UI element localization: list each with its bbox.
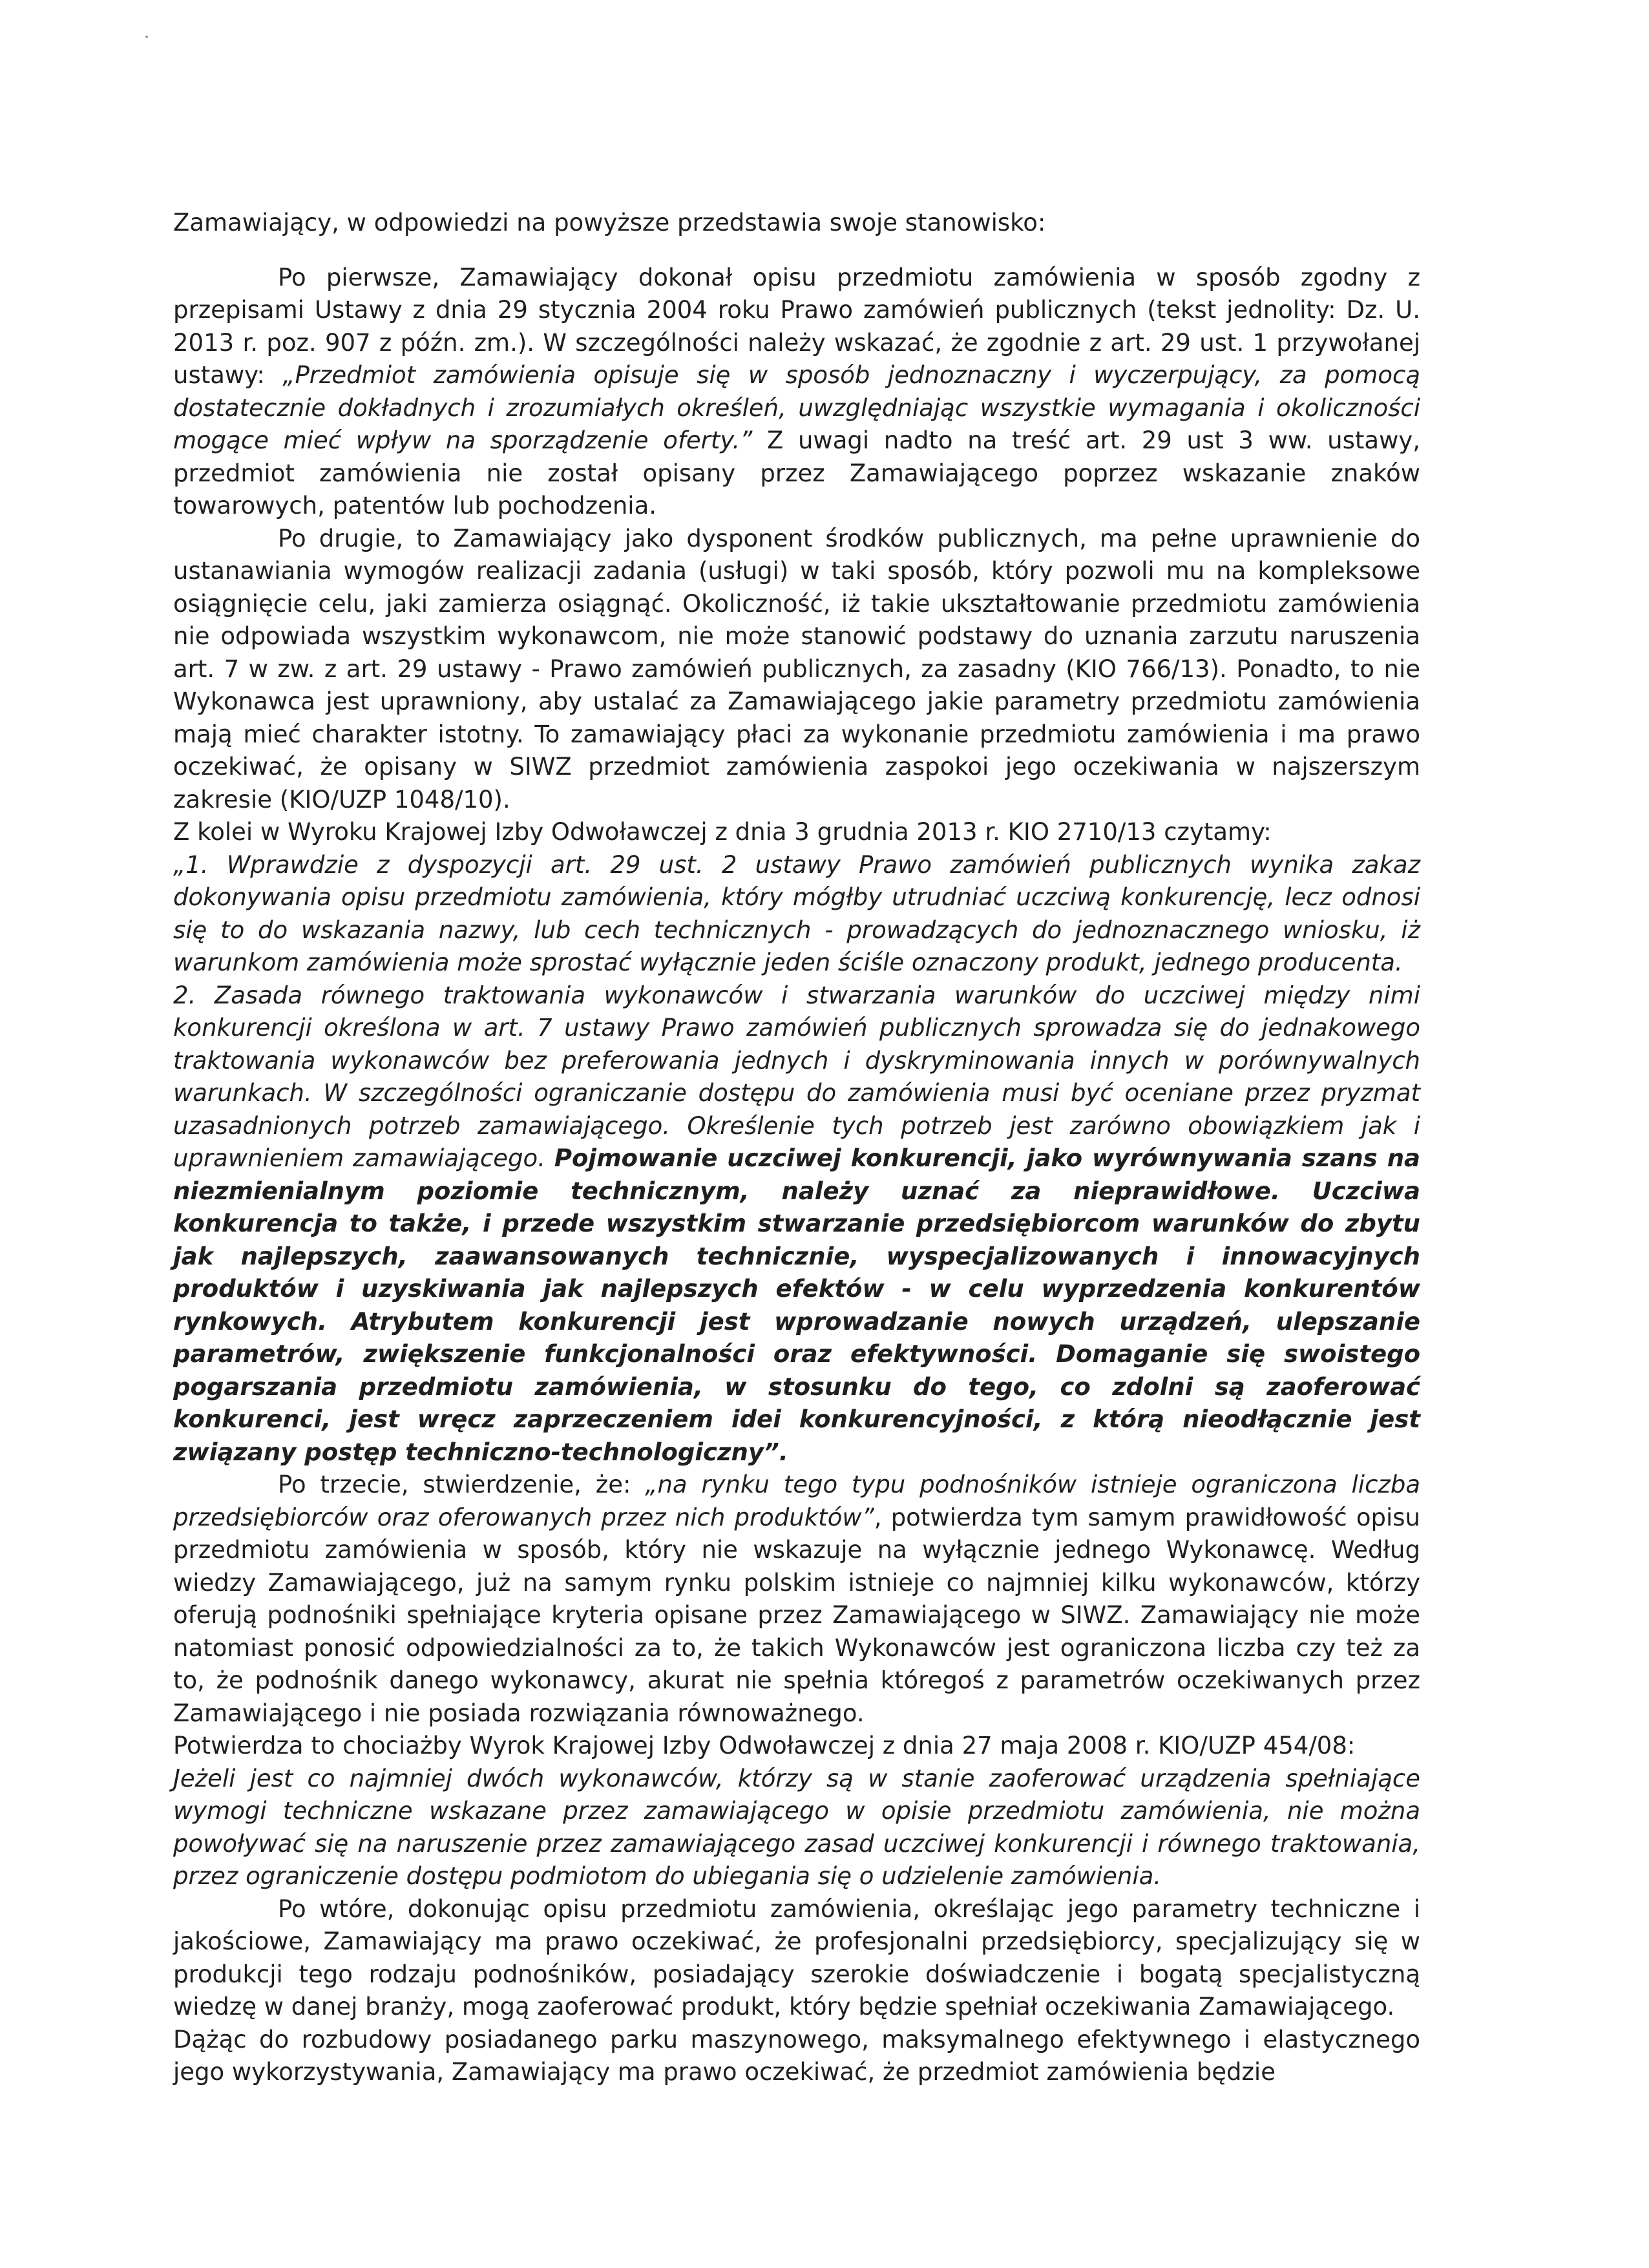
paragraph-fourth: Po wtóre, dokonując opisu przedmiotu zamówienia, określając jego parametry techniczne i jakościowe, Zamawiający ma prawo oczekiwać, że profesjonalni przedsiębiorcy, specjalizujący się w produkcji tego rodzaju podnośników, posiadający szerokie doświadczenie i bogatą specjalistyczną wiedzę w danej branży, mogą zaoferować produkt, który będzie spełniał oczekiwania Zamawiającego.: [173, 1895, 1420, 2021]
paragraph-first-quote: „Przedmiot zamówienia opisuje się w sposób jednoznaczny i wyczerpujący, za pomocą dostatecznie dokładnych i zrozumiałych określeń, uwzględniając wszystkie wymagania i okoliczności mogące mieć wpływ na sporządzenie oferty.”: [173, 361, 1420, 454]
quote-point-two: [173, 980, 1420, 1469]
intro-paragraph: Zamawiający, w odpowiedzi na powyższe przedstawia swoje stanowisko:: [173, 209, 1046, 236]
paragraph-first-text-b: Z uwagi nadto na treść art. 29 ust 3 ww. ustawy, przedmiot zamówienia nie został opisany przez Zamawiającego poprzez wskazanie znaków towarowych, patentów lub pochodzenia.: [173, 426, 1420, 520]
paragraph-second: Po drugie, to Zamawiający jako dysponent środków publicznych, ma pełne uprawnienie do ustanawiania wymogów realizacji zadania (usługi) w taki sposób, który pozwoli mu na kompleksowe osiągnięcie celu, jaki zamierza osiągnąć. Okoliczność, iż takie ukształtowanie przedmiotu zamówienia nie odpowiada wszystkim wykonawcom, nie może stanowić podstawy do uznania zarzutu naruszenia art. 7 w zw. z art. 29 ustawy - Prawo zamówień publicznych, za zasadny (KIO 766/13). Ponadto, to nie Wykonawca jest uprawniony, aby ustalać za Zamawiającego jakie parametry przedmiotu zamówienia mają mieć charakter istotny. To zamawiający płaci za wykonanie przedmiotu zamówienia i ma prawo oczekiwać, że opisany w SIWZ przedmiot zamówienia zaspokoi jego oczekiwania w najszerszym zakresie (KIO/UZP 1048/10).: [173, 524, 1420, 814]
paragraph-third-text-b: , potwierdza tym samym prawidłowość opisu przedmiotu zamówienia w sposób, który nie wskazuje na wyłącznie jednego Wykonawcę. Według wiedzy Zamawiającego, już na samym rynku polskim istnieje co najmniej kilku wykonawców, którzy oferują podnośniki spełniające kryteria opisane przez Zamawiającego w SIWZ. Zamawiający nie może natomiast ponosić odpowiedzialności za to, że takich Wykonawców jest ograniczona liczba czy też za to, że podnośnik danego wykonawcy, akurat nie spełnia któregoś z parametrów oczekiwanych przez Zamawiającego i nie posiada rozwiązania równoważnego.: [173, 1503, 1420, 1727]
paragraph-third-quote: „na rynku tego typu podnośników istnieje ograniczona liczba przedsiębiorców oraz oferowanych przez nich produktów”: [173, 1471, 1420, 1531]
paragraph-first-text-a: Po pierwsze, Zamawiający dokonał opisu przedmiotu zamówienia w sposób zgodny z przepisami Ustawy z dnia 29 stycznia 2004 roku Prawo zamówień publicznych (tekst jednolity: Dz. U. 2013 r. poz. 907 z późn. zm.). W szczególności należy wskazać, że zgodnie z art. 29 ust. 1 przywołanej ustawy:: [173, 263, 1420, 389]
paragraph-kio-intro: Z kolei w Wyroku Krajowej Izby Odwoławczej z dnia 3 grudnia 2013 r. KIO 2710/13 czytamy:: [173, 818, 1272, 846]
quote-point-two-bold: Pojmowanie uczciwej konkurencji, jako wyrównywania szans na niezmienialnym poziomie technicznym, należy uznać za nieprawidłowe. Uczciwa konkurencja to także, i przede wszystkim stwarzanie przedsiębiorcom warunków do zbytu jak najlepszych, zaawansowanych technicznie, wyspecjalizowanych i innowacyjnych produktów i uzyskiwania jak najlepszych efektów - w celu wyprzedzenia konkurentów rynkowych. Atrybutem konkurencji jest wprowadzanie nowych urządzeń, ulepszanie parametrów, zwiększenie funkcjonalności oraz efektywności. Domaganie się swoistego pogarszania przedmiotu zamówienia, w stosunku do tego, co zdolni są zaoferować konkurenci, jest wręcz zaprzeczeniem idei konkurencyjności, z którą nieodłącznie jest związany postęp techniczno-technologiczny”.: [173, 1144, 1421, 1466]
quote-point-two-italic: 2. Zasada równego traktowania wykonawców i stwarzania warunków do uczciwej między nimi konkurencji określona w art. 7 ustawy Prawo zamówień publicznych sprowadza się do jednakowego traktowania wykonawców bez preferowania jednych i dyskryminowania innych w porównywalnych warunkach. W szczególności ograniczanie dostępu do zamówienia musi być oceniane przez pryzmat uzasadnionych potrzeb zamawiającego. Określenie tych potrzeb jest zarówno obowiązkiem jak i uprawnieniem zamawiającego.: [173, 981, 1420, 1172]
paragraph-fifth: Dążąc do rozbudowy posiadanego parku maszynowego, maksymalnego efektywnego i elastycznego jego wykorzystywania, Zamawiający ma prawo oczekiwać, że przedmiot zamówienia będzie: [173, 2025, 1420, 2086]
scan-speck: [145, 36, 148, 38]
quote-point-one: „1. Wprawdzie z dyspozycji art. 29 ust. 2 ustawy Prawo zamówień publicznych wynika zakaz dokonywania opisu przedmiotu zamówienia, który mógłby utrudniać uczciwą konkurencję, lecz odnosi się to do wskazania nazwy, lub cech technicznych - prowadzących do jednoznacznego wniosku, iż warunkom zamówienia może sprostać wyłącznie jeden ściśle oznaczony produkt, jednego producenta.: [173, 850, 1420, 976]
paragraph-confirm-quote: Jeżeli jest co najmniej dwóch wykonawców, którzy są w stanie zaoferować urządzenia spełniające wymogi techniczne wskazane przez zamawiającego w opisie przedmiotu zamówienia, nie można powoływać się na naruszenie przez zamawiającego zasad uczciwej konkurencji i równego traktowania, przez ograniczenie dostępu podmiotom do ubiegania się o udzielenie zamówienia.: [173, 1764, 1420, 1890]
paragraph-third: [173, 1469, 1420, 1730]
paragraph-confirm-intro: Potwierdza to chociażby Wyrok Krajowej Izby Odwoławczej z dnia 27 maja 2008 r. KIO/UZP 454/08:: [173, 1732, 1356, 1759]
paragraph-first: [173, 262, 1420, 523]
document-page: [173, 207, 1420, 2089]
paragraph-third-text-a: Po trzecie, stwierdzenie, że:: [278, 1471, 646, 1498]
